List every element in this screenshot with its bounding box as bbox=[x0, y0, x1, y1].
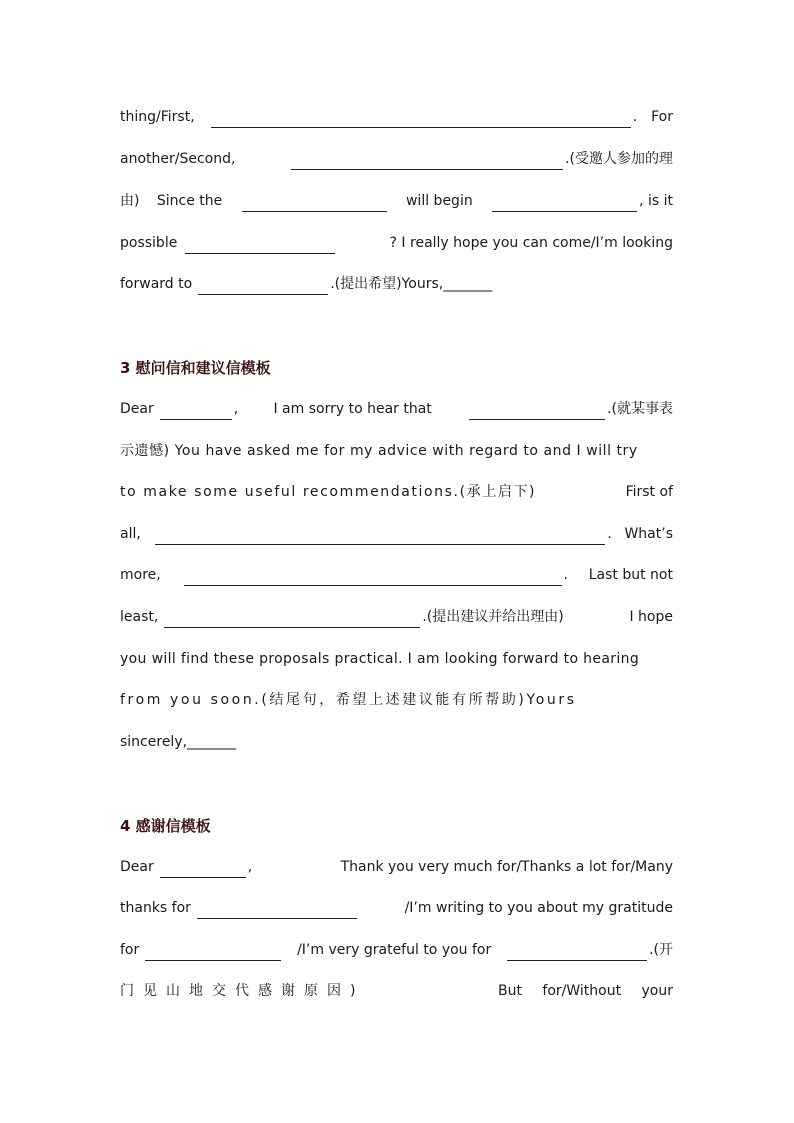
text-segment: For bbox=[651, 109, 673, 125]
text-segment: possible bbox=[120, 235, 178, 251]
text-segment: I am sorry to hear that bbox=[273, 401, 432, 417]
text-line bbox=[120, 980, 673, 1002]
section-heading: 3 慰问信和建议信模板 bbox=[120, 359, 271, 377]
text-segment: . bbox=[563, 567, 568, 583]
text-segment: .(提出建议并给出理由) bbox=[422, 609, 564, 625]
text-segment: ? I really hope you can come/I’m looking bbox=[389, 235, 673, 251]
fill-blank[interactable] bbox=[185, 237, 335, 254]
text-line bbox=[120, 190, 673, 212]
fill-blank[interactable] bbox=[492, 195, 637, 212]
text-segment: .(受邀人参加的理 bbox=[565, 151, 673, 167]
text-segment: you will find these proposals practical. I am looking forward to hearing bbox=[120, 651, 640, 667]
text-segment: thing/First, bbox=[120, 109, 195, 125]
text-segment: least, bbox=[120, 609, 159, 625]
text-segment: from you soon.(结尾句，希望上述建议能有所帮助)Yours bbox=[120, 692, 577, 708]
fill-blank[interactable] bbox=[198, 278, 328, 295]
text-line bbox=[120, 897, 673, 919]
text-segment: will begin bbox=[405, 193, 473, 209]
text-line bbox=[120, 606, 673, 628]
text-line bbox=[120, 273, 673, 295]
text-segment: sincerely,_______ bbox=[120, 734, 237, 750]
text-segment: .(开 bbox=[649, 942, 673, 958]
text-line bbox=[120, 856, 673, 878]
text-segment: Last but not bbox=[588, 567, 673, 583]
text-line bbox=[120, 648, 673, 670]
text-segment: , is it bbox=[639, 193, 673, 209]
fill-blank[interactable] bbox=[291, 153, 563, 170]
text-segment: 门见山地交代感谢原因) bbox=[120, 983, 365, 999]
fill-blank[interactable] bbox=[164, 611, 420, 628]
text-line bbox=[120, 564, 673, 586]
fill-blank[interactable] bbox=[211, 111, 631, 128]
text-line bbox=[120, 398, 673, 420]
text-segment: , bbox=[247, 859, 253, 875]
text-segment: another/Second, bbox=[120, 151, 236, 167]
text-line bbox=[120, 523, 673, 545]
text-segment: , bbox=[233, 401, 239, 417]
text-segment: Thank you very much for/Thanks a lot for/Many bbox=[340, 859, 673, 875]
text-segment: all, bbox=[120, 526, 141, 542]
text-segment: .(提出希望)Yours,_______ bbox=[330, 276, 493, 292]
fill-blank[interactable] bbox=[184, 569, 562, 586]
fill-blank[interactable] bbox=[507, 944, 647, 961]
text-segment: But for/Without your bbox=[497, 983, 673, 999]
fill-blank[interactable] bbox=[145, 944, 281, 961]
text-segment: 由) bbox=[120, 193, 140, 209]
text-line bbox=[120, 939, 673, 961]
text-line bbox=[120, 689, 673, 711]
fill-blank[interactable] bbox=[469, 403, 605, 420]
text-segment: Dear bbox=[120, 859, 154, 875]
text-segment: 示遗憾) You have asked me for my advice with regard to and I will try bbox=[120, 443, 638, 459]
text-segment: . bbox=[632, 109, 638, 125]
text-segment: First of bbox=[625, 484, 673, 500]
text-segment: .(就某事表 bbox=[607, 401, 673, 417]
text-line bbox=[120, 481, 673, 503]
text-segment: I hope bbox=[629, 609, 673, 625]
text-segment: to make some useful recommendations.(承上启下) bbox=[120, 484, 537, 500]
text-line bbox=[120, 106, 673, 128]
text-segment: /I’m writing to you about my gratitude bbox=[404, 900, 673, 916]
text-line bbox=[120, 148, 673, 170]
text-segment: . bbox=[607, 526, 612, 542]
fill-blank[interactable] bbox=[160, 861, 246, 878]
text-segment: thanks for bbox=[120, 900, 191, 916]
fill-blank[interactable] bbox=[242, 195, 387, 212]
text-segment: What’s bbox=[624, 526, 673, 542]
section-heading: 4 感谢信模板 bbox=[120, 817, 211, 835]
text-line bbox=[120, 232, 673, 254]
fill-blank[interactable] bbox=[155, 528, 605, 545]
text-line bbox=[120, 440, 673, 462]
text-segment: more, bbox=[120, 567, 161, 583]
text-segment: forward to bbox=[120, 276, 193, 292]
text-segment: for bbox=[120, 942, 140, 958]
fill-blank[interactable] bbox=[160, 403, 232, 420]
text-segment: Dear bbox=[120, 401, 154, 417]
text-segment: /I’m very grateful to you for bbox=[297, 942, 492, 958]
text-segment: Since the bbox=[156, 193, 223, 209]
text-line bbox=[120, 731, 673, 753]
fill-blank[interactable] bbox=[197, 902, 357, 919]
